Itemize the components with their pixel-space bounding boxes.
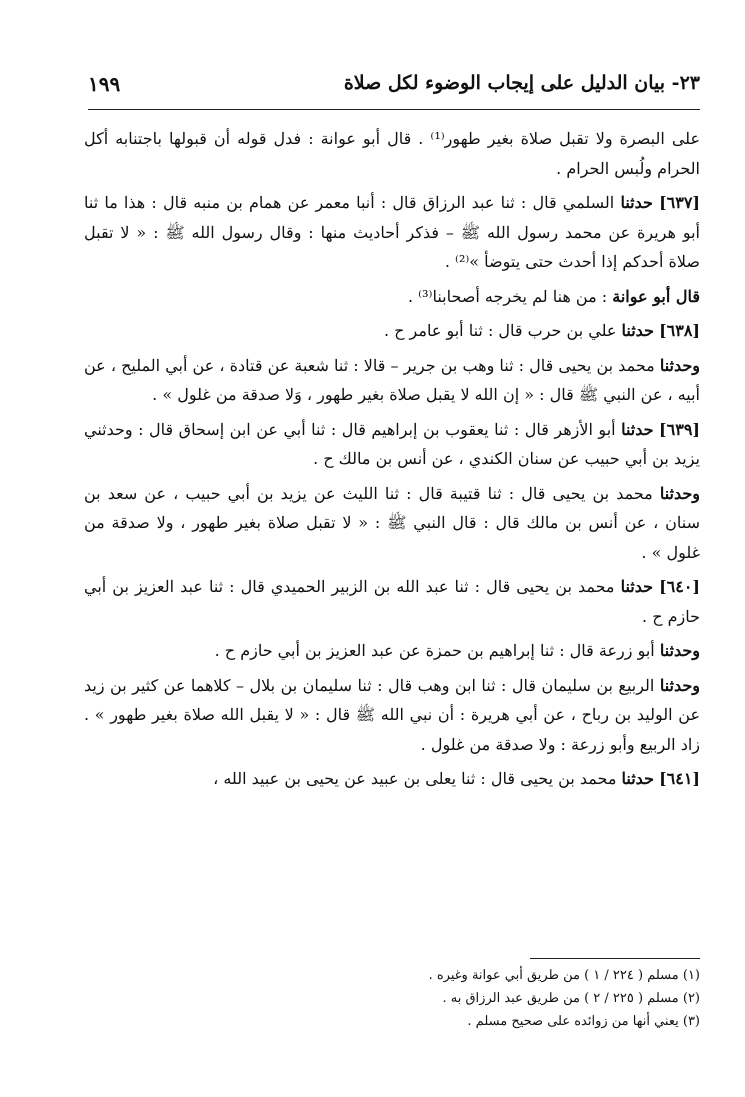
- paragraph-text: محمد بن يحيى قال : ثنا يعلى بن عبيد عن يحيى بن عبيد الله ،: [213, 769, 617, 788]
- chapter-title: ٢٣- بيان الدليل على إيجاب الوضوء لكل صلاة: [343, 72, 700, 94]
- footnote: (١) مسلم ( ٢٢٤ / ١ ) من طريق أبي عوانة وغيره .: [428, 968, 700, 983]
- paragraph-keyword: حدثنا: [621, 419, 654, 439]
- paragraph-text: علي بن حرب قال : ثنا أبو عامر ح .: [383, 321, 617, 340]
- paragraph-text: السلمي قال : ثنا عبد الرزاق قال : أنبا معمر عن همام بن منبه قال : هذا ما ثنا أبو هريرة عن محمد رسول الله ﷺ – فذكر أحاديث منها : وقال رسول الله ﷺ : « لا تقبل صلاة أحدكم إذا أحدث حتى يتوضأ »⁽²⁾ .: [84, 193, 701, 271]
- paragraph-text: أبو زرعة قال : ثنا إبراهيم بن حمزة عن عبد العزيز بن أبي حازم ح .: [214, 641, 655, 660]
- paragraph-keyword: حدثنا: [621, 769, 654, 788]
- footnote: (٣) يعني أنها من زوائده على صحيح مسلم .: [467, 1014, 700, 1029]
- footnotes: [84, 964, 700, 1033]
- paragraph-text: محمد بن يحيى قال : ثنا قتيبة قال : ثنا الليث عن يزيد بن أبي حبيب ، عن سعد بن سنان ، عن أنس بن مالك قال : قال النبي ﷺ : « لا تقبل صلاة بغير طهور ، ولا صدقة من غلول » .: [84, 483, 700, 562]
- paragraph: [84, 764, 700, 794]
- paragraph: [84, 415, 700, 474]
- paragraph-text: الربيع بن سليمان قال : ثنا ابن وهب قال : ثنا سليمان بن بلال – كلاهما عن كثير بن زيد عن الوليد بن رباح ، عن أبي هريرة : أن نبي الله ﷺ قال : « لا يقبل الله صلاة بغير طهور » . زاد الربيع وأبو زرعة : ولا صدقة من غلول .: [84, 675, 700, 754]
- paragraph-number: [٦٣٩]: [659, 419, 700, 439]
- running-header: [88, 72, 700, 106]
- paragraph: [84, 351, 700, 410]
- paragraph-keyword: حدثنا: [621, 321, 654, 340]
- paragraph-number: [٦٤٠]: [659, 577, 700, 596]
- paragraph: [84, 572, 700, 631]
- footnote: (٢) مسلم ( ٢٢٥ / ٢ ) من طريق عبد الرزاق به .: [442, 991, 700, 1006]
- paragraph-text: أبو الأزهر قال : ثنا يعقوب بن إبراهيم قال : ثنا أبي عن ابن إسحاق قال : وحدثني يزيد بن أبي حبيب عن سنان الكندي ، عن أنس بن مالك ح .: [84, 419, 700, 468]
- main-text: [84, 124, 700, 799]
- paragraph-keyword: حدثنا: [620, 577, 654, 596]
- paragraph: [84, 671, 700, 760]
- paragraph-keyword: وحدثنا: [659, 675, 700, 695]
- paragraph-number: [٦٣٨]: [659, 321, 700, 340]
- paragraph-keyword: وحدثنا: [659, 355, 701, 375]
- paragraph-keyword: حدثنا: [620, 193, 653, 212]
- paragraph-text: محمد بن يحيى قال : ثنا عبد الله بن الزبير الحميدي قال : ثنا عبد العزيز بن أبي حازم ح .: [84, 577, 700, 626]
- page-number: ١٩٩: [88, 72, 121, 96]
- footnote-divider: [530, 958, 700, 959]
- paragraph-keyword: وحدثنا: [659, 483, 700, 503]
- paragraph-text: : من هنا لم يخرجه أصحابنا⁽³⁾ .: [407, 286, 608, 306]
- paragraph-number: [٦٣٧]: [659, 193, 700, 212]
- paragraph-text: محمد بن يحيى قال : ثنا وهب بن جرير – قالا : ثنا شعبة عن قتادة ، عن أبي المليح ، عن أبيه ، عن النبي ﷺ قال : « إن الله لا يقبل صلاة بغير طهور ، وَلا صدقة من غلول » .: [84, 355, 700, 404]
- paragraph-keyword: قال أبو عوانة: [612, 286, 700, 306]
- header-divider: [88, 109, 700, 110]
- paragraph: [84, 479, 700, 568]
- paragraph: [84, 188, 700, 277]
- paragraph-number: [٦٤١]: [659, 769, 700, 788]
- paragraph: [84, 124, 700, 183]
- paragraph: [84, 316, 700, 346]
- paragraph-keyword: وحدثنا: [659, 641, 700, 660]
- paragraph: [84, 636, 700, 666]
- paragraph: [84, 282, 700, 312]
- paragraph-text: على البصرة ولا تقبل صلاة بغير طهور⁽¹⁾ . قال أبو عوانة : فدل قوله أن قبولها باجتنابه أكل الحرام ولُبس الحرام .: [84, 129, 700, 178]
